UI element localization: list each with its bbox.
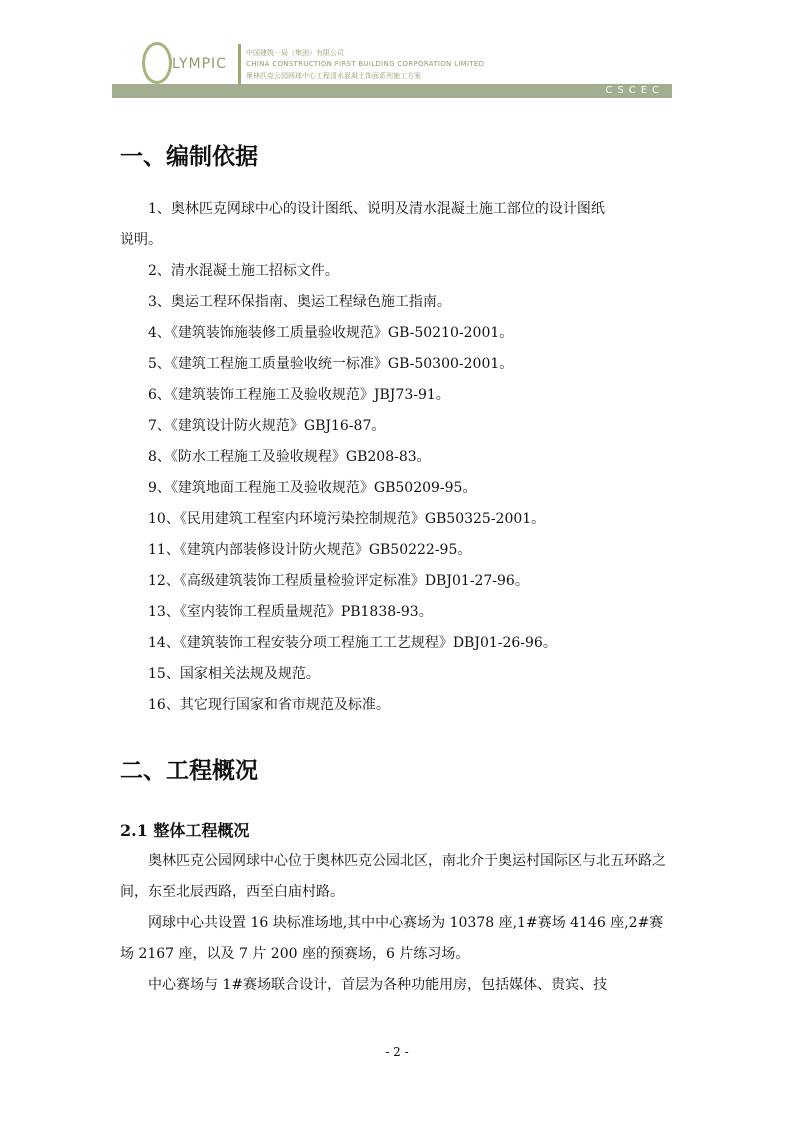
basis-item-13: 13、《室内装饰工程质量规范》PB1838-93。 xyxy=(148,604,433,620)
basis-item-7: 7、《建筑设计防火规范》GBJ16-87。 xyxy=(148,418,386,434)
company-name-cn: 中国建筑一局（集团）有限公司 xyxy=(246,49,344,57)
basis-item-8: 8、《防水工程施工及验收规程》GB208-83。 xyxy=(148,449,431,465)
basis-item-10: 10、《民用建筑工程室内环境污染控制规范》GB50325-2001。 xyxy=(148,511,546,527)
section-1-title: 一、编制依据 xyxy=(120,143,258,170)
basis-item-1: 1、奥林匹克网球中心的设计图纸、说明及清水混凝土施工部位的设计图纸 xyxy=(148,201,605,217)
overview-paragraph-2: 网球中心共设置 16 块标准场地,其中中心赛场为 10378 座,1#赛场 4146 座,2#赛场 2167 座，以及 7 片 200 座的预赛场，6 片练习场。 xyxy=(120,915,664,962)
basis-item-9: 9、《建筑地面工程施工及验收规范》GB50209-95。 xyxy=(148,480,477,496)
cscec-label: CSCEC xyxy=(605,85,664,96)
basis-item-16: 16、其它现行国家和省市规范及标准。 xyxy=(148,697,390,713)
page-header xyxy=(112,38,672,100)
basis-item-3: 3、奥运工程环保指南、奥运工程绿色施工指南。 xyxy=(148,294,451,310)
basis-item-4: 4、《建筑装饰施装修工质量验收规范》GB-50210-2001。 xyxy=(148,325,514,341)
project-name: 奥林匹克公园网球中心工程清水混凝土饰面系列施工方案 xyxy=(246,72,421,80)
header-bar xyxy=(112,84,672,98)
basis-item-14: 14、《建筑装饰工程安装分项工程施工工艺规程》DBJ01-26-96。 xyxy=(148,635,557,651)
company-name-en: CHINA CONSTRUCTION FIRST BUILDING CORPORATION LIMITED xyxy=(246,60,485,68)
logo-divider xyxy=(238,44,241,84)
page-number: - 2 - xyxy=(385,1045,409,1059)
basis-item-2: 2、清水混凝土施工招标文件。 xyxy=(148,263,339,279)
overview-paragraph-1: 奥林匹克公园网球中心位于奥林匹克公园北区，南北介于奥运村国际区与北五环路之间，东至北辰西路，西至白庙村路。 xyxy=(120,853,666,900)
olympic-logo-o xyxy=(142,42,172,84)
section-2-1-title: 2.1 整体工程概况 xyxy=(120,821,250,840)
basis-item-5: 5、《建筑工程施工质量验收统一标准》GB-50300-2001。 xyxy=(148,356,514,372)
overview-paragraph-3: 中心赛场与 1#赛场联合设计，首层为各种功能用房，包括媒体、贵宾、技 xyxy=(148,977,608,993)
basis-item-12: 12、《高级建筑装饰工程质量检验评定标准》DBJ01-27-96。 xyxy=(148,573,529,589)
basis-item-6: 6、《建筑装饰工程施工及验收规范》JBJ73-91。 xyxy=(148,387,450,403)
olympic-logo-word: LYMPIC xyxy=(172,56,227,72)
section-2-title: 二、工程概况 xyxy=(120,757,258,784)
basis-item-1-cont: 说明。 xyxy=(120,232,162,248)
basis-item-11: 11、《建筑内部装修设计防火规范》GB50222-95。 xyxy=(148,542,472,558)
basis-item-15: 15、国家相关法规及规范。 xyxy=(148,666,320,682)
